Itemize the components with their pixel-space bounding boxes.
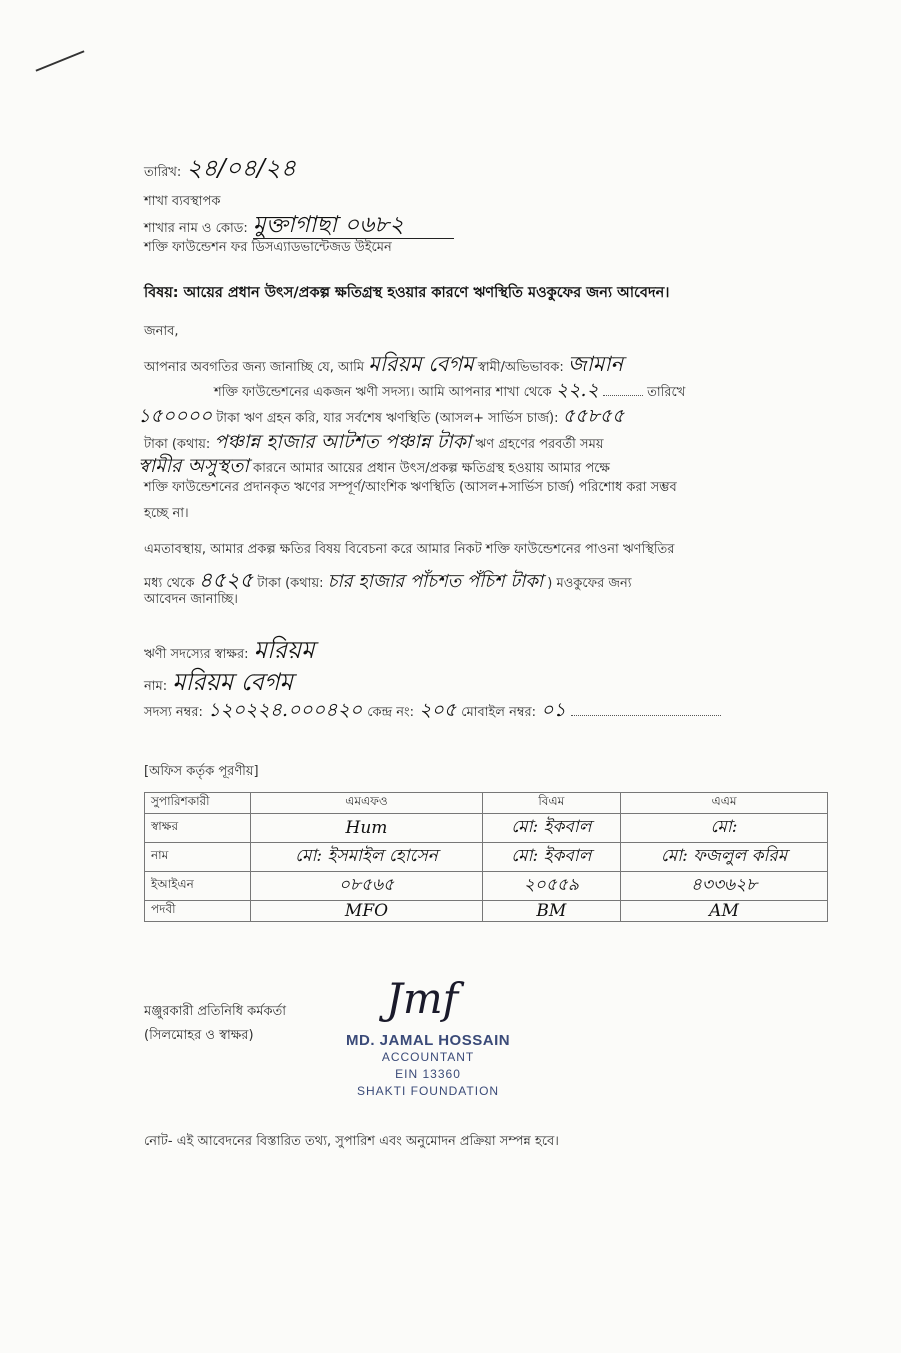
name-label: নাম: (144, 679, 168, 694)
row-label: পদবী (145, 901, 251, 922)
applicant-name-handwritten: মরিয়ম বেগম (368, 352, 474, 376)
waiver-amount-handwritten: ৪৫২৫ (198, 568, 254, 592)
table-cell: মো: ইসমাইল হোসেন (295, 846, 438, 866)
waiver-words-handwritten: চার হাজার পাঁচশত পঁচিশ টাকা (327, 571, 544, 592)
body-line-7: হচ্ছে না। (144, 506, 189, 521)
salutation: জনাব, (144, 324, 179, 339)
approver-label: মঞ্জুরকারী প্রতিনিধি কর্মকর্তা (144, 1004, 287, 1019)
table-row (145, 814, 828, 843)
table-cell: ২০৫৫৯ (523, 875, 579, 895)
table-cell: মো: (710, 817, 738, 837)
table-header-row (145, 793, 828, 814)
date-value: ২৪/০৪/২৪ (186, 154, 297, 182)
body-text: টাকা (কথায়: (257, 576, 324, 591)
body-text: আপনার অবগতির জন্য জানাচ্ছি যে, আমি (144, 360, 365, 375)
seal-signature-label: (সিলমোহর ও স্বাক্ষর) (144, 1028, 254, 1043)
table-cell: AM (709, 901, 739, 921)
table-header-cell: সুপারিশকারী (145, 793, 251, 814)
recipient: শাখা ব্যবস্থাপক (144, 194, 221, 209)
member-no: ১২০২২৪.০০০৪২০ (207, 699, 363, 721)
table-row (145, 843, 828, 872)
pen-mark (36, 50, 85, 71)
body-text: তারিখে (647, 385, 686, 400)
table-header-cell: এএম (621, 793, 828, 814)
balance-words-handwritten: পঞ্চান্ন হাজার আটশত পঞ্চান্ন টাকা (214, 431, 472, 453)
body-text: টাকা ঋণ গ্রহন করি, যার সর্বশেষ ঋণস্থিতি (আসল+ সার্ভিস চার্জ): (216, 411, 559, 426)
reason-handwritten: স্বামীর অসুস্থতা (138, 455, 249, 477)
body-text: কারনে আমার আয়ের প্রধান উৎস/প্রকল্প ক্ষতিগ্রস্থ হওয়ায় আমার পক্ষে (253, 461, 610, 476)
body-line-8: এমতাবস্থায়, আমার প্রকল্প ক্ষতির বিষয় বিবেচনা করে আমার নিকট শক্তি ফাউন্ডেশনের পাওনা ঋণস্থিতির (144, 542, 675, 557)
body-text: ) মওকুফের জন্য (547, 576, 632, 591)
body-line-6: শক্তি ফাউন্ডেশনের প্রদানকৃত ঋণের সম্পূর্ণ/আংশিক ঋণস্থিতি (আসল+সার্ভিস চার্জ) পরিশোধ করা সম্ভব (144, 480, 677, 495)
stamp-name: MD. JAMAL HOSSAIN (346, 1032, 511, 1049)
table-row (145, 872, 828, 901)
date-label: তারিখ: (144, 165, 182, 180)
applicant-name: মরিয়ম বেগম (172, 668, 293, 696)
table-row (145, 901, 828, 922)
table-header-cell: বিএম (482, 793, 620, 814)
body-text: শক্তি ফাউন্ডেশনের একজন ঋণী সদস্য। আমি আপনার শাখা থেকে (214, 385, 552, 400)
body-text: মধ্য থেকে (144, 576, 195, 591)
stamp-ein: EIN 13360 (395, 1067, 461, 1081)
row-label: নাম (145, 843, 251, 872)
body-text: স্বামী/অভিভাবক: (477, 360, 564, 375)
body-line-10: আবেদন জানাচ্ছি। (144, 592, 238, 607)
balance-handwritten: ৫৫৮৫৫ (562, 405, 625, 427)
body-text: টাকা (কথায়: (144, 437, 211, 452)
branch-label: শাখার নাম ও কোড: (144, 221, 248, 236)
table-cell: MFO (344, 901, 389, 921)
table-cell: Hum (345, 818, 388, 838)
signature-label: ঋণী সদস্যের স্বাক্ষর: (144, 647, 249, 662)
body-text: ঋণ গ্রহণের পরবর্তী সময় (475, 437, 604, 452)
row-label: ইআইএন (145, 872, 251, 901)
loan-date-handwritten: ২২.২ (555, 379, 599, 401)
official-stamp (346, 1032, 510, 1100)
guardian-handwritten: জামান (567, 352, 624, 376)
approver-signature: Jmf (386, 974, 459, 1023)
table-cell: মো: ইকবাল (511, 817, 592, 837)
applicant-signature: মরিয়ম (253, 636, 315, 664)
dotted-blank (571, 715, 721, 716)
table-header-cell: এমএফও (251, 793, 482, 814)
mobile-label: মোবাইল নম্বর: (461, 705, 537, 720)
table-cell: মো: ইকবাল (511, 846, 592, 866)
branch-value: মুক্তাগাছা ০৬৮২ (253, 212, 454, 239)
table-cell: ৪৩৩৬২৮ (690, 875, 758, 895)
stamp-title: ACCOUNTANT (381, 1050, 475, 1064)
table-cell: ০৮৫৬৫ (338, 875, 395, 895)
mobile-no: ০১ (541, 699, 566, 721)
member-info-line (144, 696, 721, 728)
office-use-caption: [অফিস কর্তৃক পূরণীয়] (144, 764, 259, 779)
table-cell: মো: ফজলুল করিম (660, 846, 788, 866)
footer-note: নোট- এই আবেদনের বিস্তারিত তথ্য, সুপারিশ এবং অনুমোদন প্রক্রিয়া সম্পন্ন হবে। (144, 1134, 559, 1149)
table-cell: BM (536, 901, 567, 921)
office-use-table (144, 792, 828, 922)
member-no-label: সদস্য নম্বর: (144, 705, 203, 720)
subject-line: বিষয়: আয়ের প্রধান উৎস/প্রকল্প ক্ষতিগ্রস্থ হওয়ার কারণে ঋণস্থিতি মওকুফের জন্য আবেদন। (144, 285, 670, 301)
row-label: স্বাক্ষর (145, 814, 251, 843)
date-line (144, 150, 296, 190)
organization-name: শক্তি ফাউন্ডেশন ফর ডিসএ্যাডভান্টেজড উইমেন (144, 240, 392, 255)
center-no: ২০৫ (419, 699, 457, 721)
center-label: কেন্দ্র নং: (367, 705, 415, 720)
dotted-blank (603, 395, 643, 396)
loan-amount-handwritten: ১৫০০০০ (138, 405, 213, 427)
stamp-org: SHAKTI FOUNDATION (356, 1084, 500, 1098)
